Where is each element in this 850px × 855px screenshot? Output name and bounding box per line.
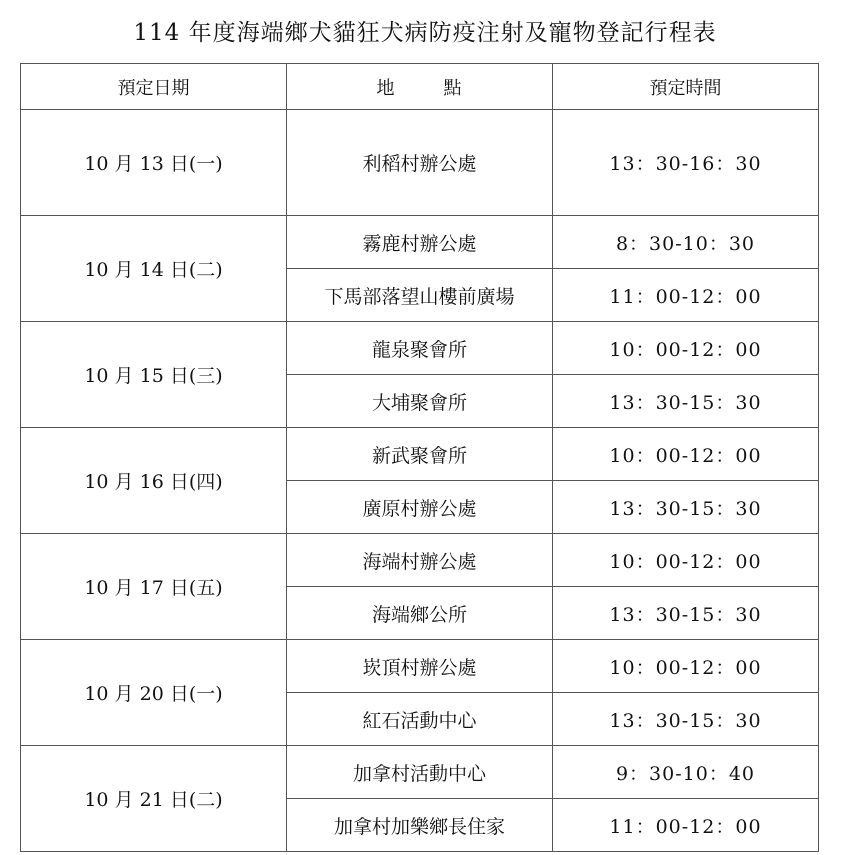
header-date: 預定日期 [21, 64, 287, 110]
table-row [21, 110, 819, 216]
time-cell: 10：00-12：00 [553, 534, 819, 587]
date-cell: 10 月 20 日(一) [21, 640, 287, 746]
header-location [287, 64, 553, 110]
time-cell: 13：30-16：30 [553, 110, 819, 216]
schedule-body [21, 64, 819, 852]
date-cell: 10 月 17 日(五) [21, 534, 287, 640]
time-cell: 13：30-15：30 [553, 375, 819, 428]
time-cell: 10：00-12：00 [553, 322, 819, 375]
location-cell: 利稻村辦公處 [287, 110, 553, 216]
table-row [21, 640, 819, 693]
time-cell: 13：30-15：30 [553, 587, 819, 640]
location-cell: 加拿村活動中心 [287, 746, 553, 799]
date-cell: 10 月 15 日(三) [21, 322, 287, 428]
location-cell: 龍泉聚會所 [287, 322, 553, 375]
location-cell: 大埔聚會所 [287, 375, 553, 428]
location-cell: 海端村辦公處 [287, 534, 553, 587]
table-row [21, 216, 819, 269]
date-cell: 10 月 14 日(二) [21, 216, 287, 322]
location-cell: 紅石活動中心 [287, 693, 553, 746]
time-cell: 13：30-15：30 [553, 481, 819, 534]
location-cell: 霧鹿村辦公處 [287, 216, 553, 269]
table-row [21, 428, 819, 481]
time-cell: 11：00-12：00 [553, 269, 819, 322]
date-cell: 10 月 16 日(四) [21, 428, 287, 534]
time-cell: 11：00-12：00 [553, 799, 819, 852]
header-time: 預定時間 [553, 64, 819, 110]
location-cell: 崁頂村辦公處 [287, 640, 553, 693]
date-cell: 10 月 21 日(二) [21, 746, 287, 852]
time-cell: 10：00-12：00 [553, 640, 819, 693]
table-row [21, 534, 819, 587]
location-cell: 新武聚會所 [287, 428, 553, 481]
location-cell: 加拿村加樂鄉長住家 [287, 799, 553, 852]
header-location-b: 點 [443, 77, 463, 99]
location-cell: 海端鄉公所 [287, 587, 553, 640]
date-cell: 10 月 13 日(一) [21, 110, 287, 216]
location-cell: 廣原村辦公處 [287, 481, 553, 534]
header-location-a: 地 [376, 77, 396, 99]
time-cell: 9：30-10：40 [553, 746, 819, 799]
table-row [21, 746, 819, 799]
time-cell: 8：30-10：30 [553, 216, 819, 269]
time-cell: 13：30-15：30 [553, 693, 819, 746]
location-cell: 下馬部落望山樓前廣場 [287, 269, 553, 322]
time-cell: 10：00-12：00 [553, 428, 819, 481]
schedule-table [20, 63, 819, 852]
table-row [21, 322, 819, 375]
document-title: 114 年度海端鄉犬貓狂犬病防疫注射及寵物登記行程表 [133, 20, 717, 46]
header-row [21, 64, 819, 110]
